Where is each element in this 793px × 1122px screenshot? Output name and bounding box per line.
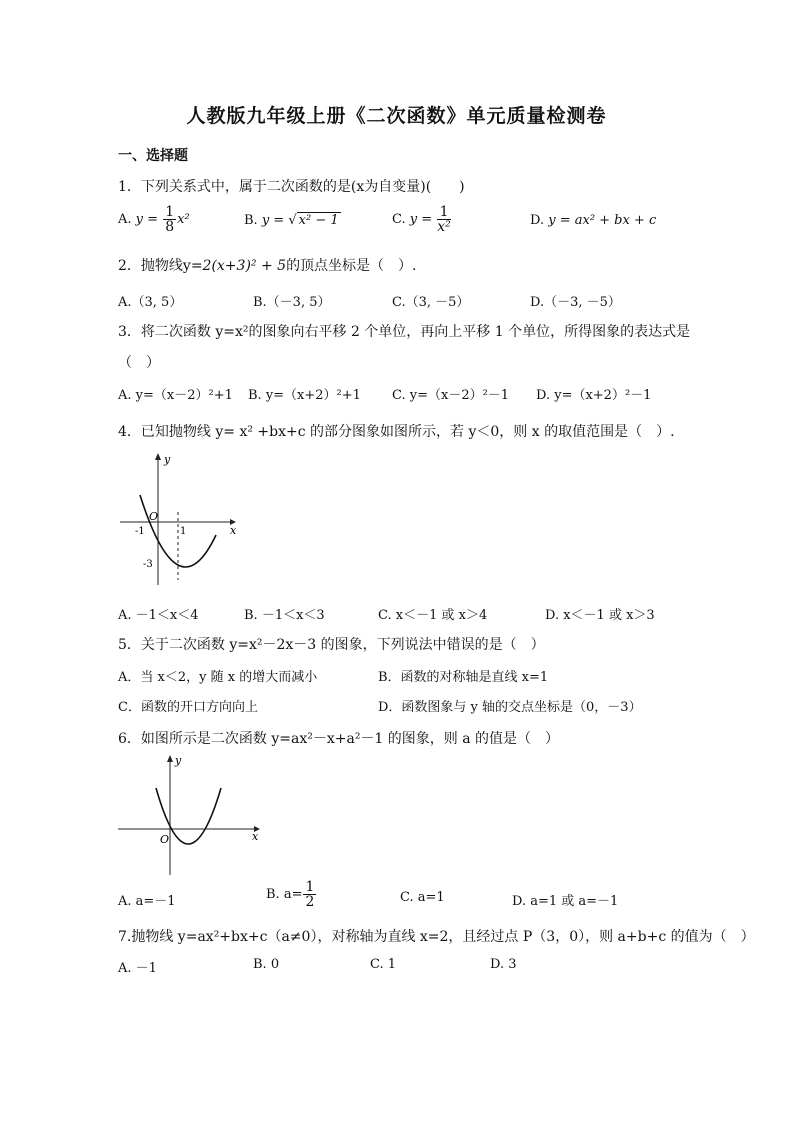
section-heading: 一、选择题 xyxy=(118,148,188,164)
q3-option-b: B. y=（x+2）²+1 xyxy=(248,388,361,403)
q1-option-b: B. y = √ x² − 1 xyxy=(244,213,339,228)
q4-tick-neg1: -1 xyxy=(135,526,145,537)
q4-option-a: A. －1＜x＜4 xyxy=(118,608,199,623)
q2-option-c: C.（3, －5） xyxy=(392,295,470,310)
q1-option-d: D. y = ax² + bx + c xyxy=(530,213,657,228)
q5-option-c: C．函数的开口方向向上 xyxy=(118,700,258,715)
q6-option-c: C. a=1 xyxy=(400,890,445,905)
question-6-stem: 6．如图所示是二次函数 y=ax²－x+a²－1 的图象，则 a 的值是（ ） xyxy=(118,731,560,747)
q7-option-d: D. 3 xyxy=(490,957,517,972)
question-3-stem: 3．将二次函数 y=x²的图象向右平移 2 个单位，再向上平移 1 个单位，所得图象的表达式是 xyxy=(118,324,691,340)
q6-y-arrow-icon xyxy=(167,755,173,762)
question-3-stem-cont: （ ） xyxy=(118,355,160,371)
question-7-stem: 7.抛物线 y=ax²+bx+c（a≠0），对称轴为直线 x=2，且经过点 P（3，0），则 a+b+c 的值为（ ） xyxy=(118,929,755,945)
q4-option-c: C. x＜－1 或 x＞4 xyxy=(378,608,488,623)
q6-x-label: x xyxy=(252,830,259,843)
q4-tick-neg3: -3 xyxy=(143,559,153,570)
q2-option-a: A.（3, 5） xyxy=(118,295,183,310)
q4-origin-label: O xyxy=(149,510,159,523)
question-4-stem: 4．已知抛物线 y= x² +bx+c 的部分图象如图所示，若 y＜0，则 x 的取值范围是（ ）. xyxy=(118,424,675,440)
question-5-stem: 5．关于二次函数 y=x²－2x－3 的图象，下列说法中错误的是（ ） xyxy=(118,637,545,653)
q3-option-c: C. y=（x－2）²－1 xyxy=(392,388,510,403)
q6-y-label: y xyxy=(175,754,182,767)
q6-option-d: D. a=1 或 a=－1 xyxy=(512,894,619,909)
q3-option-d: D. y=（x+2）²－1 xyxy=(536,388,652,403)
question-2-stem: 2．抛物线y=2(x+3)² + 5的顶点坐标是（ ）. xyxy=(118,258,417,274)
q4-x-label: x xyxy=(230,524,237,537)
q2-option-d: D.（－3, －5） xyxy=(530,295,621,310)
q4-tick-1: 1 xyxy=(180,526,187,537)
q5-option-d: D．函数图象与 y 轴的交点坐标是（0，－3） xyxy=(378,700,642,715)
q4-option-b: B. －1＜x＜3 xyxy=(244,608,325,623)
q5-option-b: B．函数的对称轴是直线 x=1 xyxy=(378,670,549,685)
q4-y-arrow-icon xyxy=(155,453,161,460)
q6-origin-label: O xyxy=(160,833,170,846)
q4-y-label: y xyxy=(164,453,171,466)
q1-option-c: C. y = $\frac{1}{\text{x²}}$ xyxy=(392,204,451,235)
q1-option-a: A. y = $\frac{1}{8}$ x² xyxy=(118,204,190,235)
q4-option-d: D. x＜－1 或 x＞3 xyxy=(545,608,655,623)
q4-parabola-graph xyxy=(118,450,248,590)
q7-option-c: C. 1 xyxy=(370,957,397,972)
q3-option-a: A. y=（x－2）²+1 xyxy=(118,388,233,403)
q6-option-b: B. a= $\frac{1}{2}$ xyxy=(266,879,315,910)
q6-option-a: A. a=－1 xyxy=(118,894,176,909)
page-title: 人教版九年级上册《二次函数》单元质量检测卷 xyxy=(186,105,607,127)
q6-parabola-graph xyxy=(118,750,268,880)
q5-option-a: A．当 x＜2，y 随 x 的增大而减小 xyxy=(118,670,318,685)
q2-option-b: B.（－3, 5） xyxy=(253,295,331,310)
q7-option-a: A. －1 xyxy=(118,961,157,976)
q7-option-b: B. 0 xyxy=(253,957,280,972)
question-1-stem: 1．下列关系式中，属于二次函数的是(x为自变量)( ) xyxy=(118,179,465,195)
